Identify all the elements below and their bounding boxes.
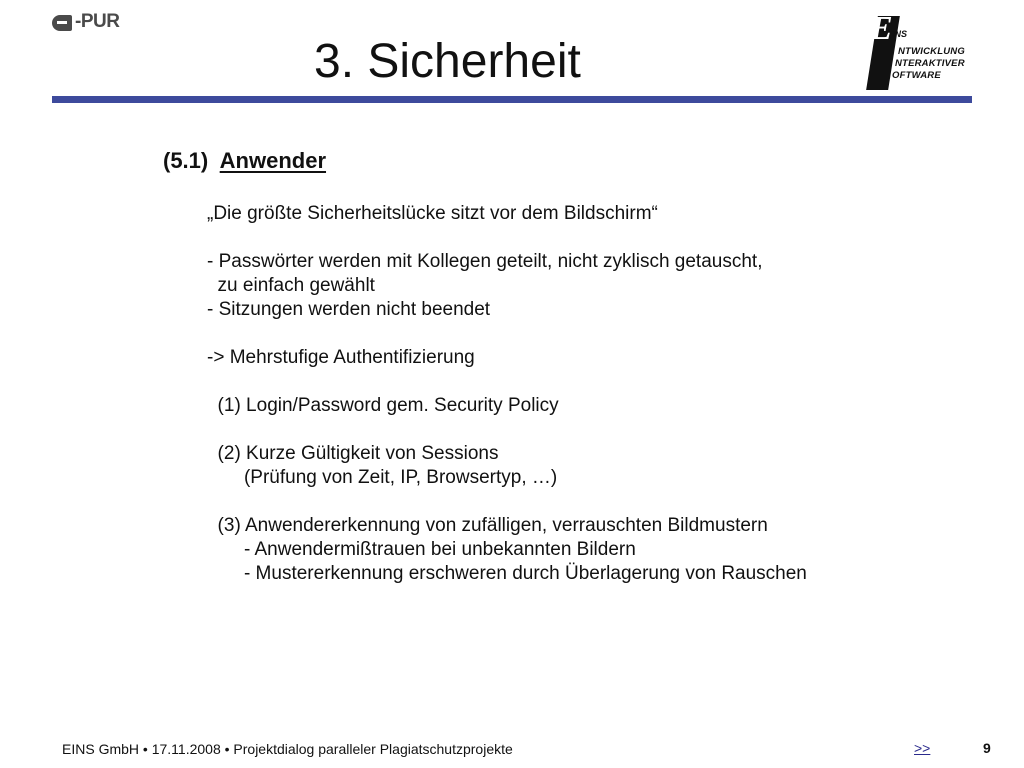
section-heading: [163, 148, 326, 174]
item-image-recognition: (3) Anwendererkennung von zufälligen, verrauschten Bildmustern: [207, 515, 768, 536]
eins-logo-line: OFTWARE: [892, 70, 941, 81]
next-slide-link[interactable]: >>: [914, 740, 931, 756]
item-login-policy: (1) Login/Password gem. Security Policy: [207, 395, 559, 416]
eins-logo-lines: [892, 46, 965, 82]
eins-logo-small: INS: [892, 29, 908, 39]
item-session-validity-detail: (Prüfung von Zeit, IP, Browsertyp, …): [207, 467, 558, 488]
bullet-passwords-continued: zu einfach gewählt: [207, 275, 375, 296]
item-session-validity: (2) Kurze Gültigkeit von Sessions: [207, 443, 499, 464]
bullet-passwords: - Passwörter werden mit Kollegen geteilt, nicht zyklisch getauscht,: [207, 251, 763, 272]
slide-title: 3. Sicherheit: [314, 35, 581, 88]
bullet-sessions: - Sitzungen werden nicht beendet: [207, 299, 491, 320]
arrow-authentication: -> Mehrstufige Authentifizierung: [207, 347, 475, 368]
eins-logo: [866, 10, 976, 92]
item-image-recognition-sub2: - Mustererkennung erschweren durch Überlagerung von Rauschen: [207, 563, 807, 584]
section-title: Anwender: [219, 148, 327, 173]
epur-logo-text: -PUR: [75, 11, 120, 32]
eins-logo-letter: E: [870, 10, 893, 47]
header-divider: [52, 96, 972, 103]
epur-logo-badge: [52, 15, 72, 31]
quote-text: „Die größte Sicherheitslücke sitzt vor dem Bildschirm“: [207, 203, 658, 224]
eins-logo-line: NTWICKLUNG: [898, 46, 965, 57]
section-number: (5.1): [163, 148, 209, 173]
item-image-recognition-sub1: - Anwendermißtrauen bei unbekannten Bildern: [207, 539, 636, 560]
eins-logo-line: NTERAKTIVER: [895, 58, 965, 69]
slide-content: [207, 202, 807, 586]
page-number: 9: [983, 740, 991, 756]
footer-text: EINS GmbH • 17.11.2008 • Projektdialog paralleler Plagiatschutzprojekte: [62, 741, 513, 757]
epur-logo: [52, 11, 136, 32]
